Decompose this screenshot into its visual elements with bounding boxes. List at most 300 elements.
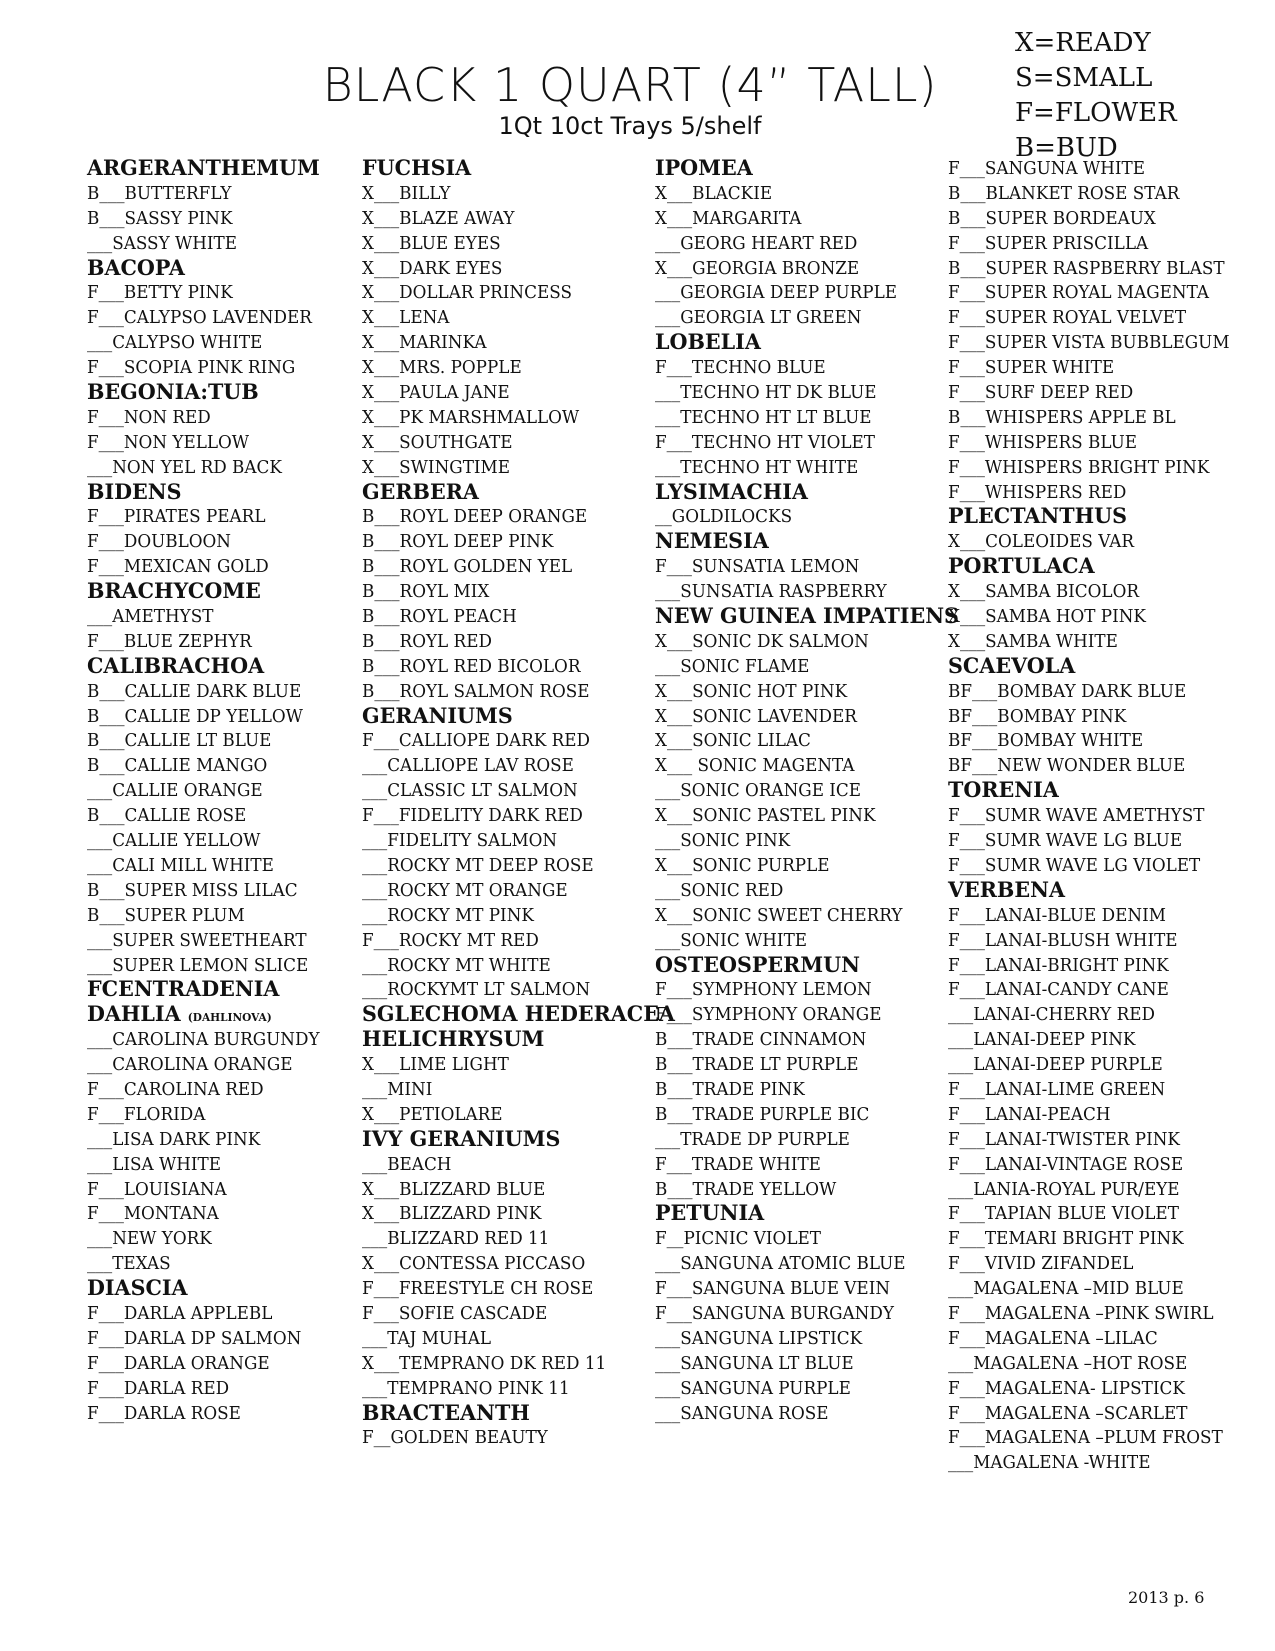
plant-name: F___LANAI-BRIGHT PINK (948, 955, 1169, 976)
plant-item (87, 854, 320, 879)
plant-item (87, 680, 320, 705)
plant-item (948, 954, 1230, 979)
plant-name: B___SUPER BORDEAUX (948, 208, 1156, 229)
plant-name: ___SANGUNA ROSE (655, 1403, 829, 1424)
plant-item (362, 1327, 675, 1352)
plant-item (87, 729, 320, 754)
plant-name: BF___NEW WONDER BLUE (948, 756, 1186, 777)
plant-name: F___MAGALENA –PLUM FROST (948, 1428, 1223, 1449)
plant-name: F___MAGALENA –PINK SWIRL (948, 1303, 1214, 1324)
plant-item (87, 406, 320, 431)
plant-name: ___CALLIE YELLOW (87, 831, 261, 852)
plant-name: F___FREESTYLE CH ROSE (362, 1279, 594, 1300)
plant-name: X___TEMPRANO DK RED 11 (362, 1353, 607, 1374)
plant-item (948, 431, 1230, 456)
plant-name: B___ROYL GOLDEN YEL (362, 557, 573, 578)
plant-item (362, 929, 675, 954)
plant-item (362, 1277, 675, 1302)
plant-item (87, 1178, 320, 1203)
plant-item (362, 854, 675, 879)
plant-item (655, 630, 959, 655)
plant-name: F___PIRATES PEARL (87, 507, 266, 528)
legend-bud: B=BUD (1015, 133, 1118, 163)
plant-item (948, 854, 1230, 879)
plant-name: F___SCOPIA PINK RING (87, 358, 296, 379)
category-header (87, 381, 320, 406)
plant-name: B___ROYL RED (362, 631, 492, 652)
plant-name: B___TRADE LT PURPLE (655, 1055, 859, 1076)
plant-name: X___COLEOIDES VAR (948, 532, 1134, 553)
category-header (362, 157, 675, 182)
plant-item (655, 705, 959, 730)
plant-name: ___SONIC PINK (655, 831, 791, 852)
plant-item (655, 1028, 959, 1053)
plant-name: F___TECHNO HT VIOLET (655, 432, 876, 453)
plant-item (362, 1302, 675, 1327)
plant-item (948, 232, 1230, 257)
plant-item (948, 456, 1230, 481)
plant-name: F___DARLA ORANGE (87, 1353, 270, 1374)
plant-name: F___LOUISIANA (87, 1179, 227, 1200)
plant-item (948, 1426, 1230, 1451)
plant-name: B___SUPER RASPBERRY BLAST (948, 258, 1225, 279)
plant-name: F___SUPER ROYAL VELVET (948, 308, 1187, 329)
plant-item (87, 182, 320, 207)
category-name: BRACTEANTH (362, 1400, 530, 1426)
plant-item (948, 182, 1230, 207)
plant-item (362, 406, 675, 431)
plant-item (655, 978, 959, 1003)
category-name: GERANIUMS (362, 703, 513, 729)
plant-item (948, 306, 1230, 331)
plant-name: F___SURF DEEP RED (948, 383, 1134, 404)
plant-name: X___PETIOLARE (362, 1104, 503, 1125)
plant-name: B___WHISPERS APPLE BL (948, 407, 1176, 428)
plant-name: ___SONIC RED (655, 880, 784, 901)
plant-name: F___SANGUNA BURGANDY (655, 1303, 894, 1324)
category-header (948, 879, 1230, 904)
category-header (655, 331, 959, 356)
plant-name: F___SUNSATIA LEMON (655, 557, 860, 578)
plant-item (362, 381, 675, 406)
plant-item (87, 605, 320, 630)
plant-name: F___DARLA ROSE (87, 1403, 241, 1424)
plant-name: F__PICNIC VIOLET (655, 1229, 821, 1250)
plant-item (87, 1028, 320, 1053)
plant-name: X___BILLY (362, 183, 451, 204)
plant-name: X___MRS. POPPLE (362, 358, 522, 379)
plant-item (948, 680, 1230, 705)
plant-name: BF___BOMBAY PINK (948, 706, 1127, 727)
plant-item (87, 1402, 320, 1427)
plant-item (87, 1078, 320, 1103)
plant-name: F___MAGALENA –LILAC (948, 1328, 1158, 1349)
plant-item (362, 257, 675, 282)
plant-item (362, 729, 675, 754)
plant-name: F___LANAI-PEACH (948, 1104, 1111, 1125)
plant-item (362, 1078, 675, 1103)
plant-name: F___CAROLINA RED (87, 1079, 264, 1100)
plant-item (362, 1178, 675, 1203)
plant-name: X___SOUTHGATE (362, 432, 513, 453)
plant-name: F___NON RED (87, 407, 211, 428)
plant-name: ___SANGUNA LT BLUE (655, 1353, 854, 1374)
plant-name: F___CALLIOPE DARK RED (362, 731, 590, 752)
plant-name: ___SONIC WHITE (655, 930, 808, 951)
plant-name: F__GOLDEN BEAUTY (362, 1428, 548, 1449)
plant-name: B___ROYL DEEP ORANGE (362, 507, 588, 528)
plant-name: F___WHISPERS RED (948, 482, 1127, 503)
plant-item (362, 182, 675, 207)
plant-item (362, 630, 675, 655)
plant-name: X___BLIZZARD BLUE (362, 1179, 546, 1200)
category-header (655, 481, 959, 506)
plant-item (655, 929, 959, 954)
plant-item (948, 1277, 1230, 1302)
plant-name: ___MAGALENA –MID BLUE (948, 1279, 1184, 1300)
plant-item (362, 1352, 675, 1377)
category-header (87, 481, 320, 506)
category-header (362, 1028, 675, 1053)
plant-item (362, 1252, 675, 1277)
plant-item (948, 1053, 1230, 1078)
plant-item (948, 829, 1230, 854)
plant-name: ___MAGALENA –HOT ROSE (948, 1353, 1188, 1374)
plant-item (948, 580, 1230, 605)
plant-item (655, 281, 959, 306)
category-name: PORTULACA (948, 554, 1095, 580)
plant-item (655, 1153, 959, 1178)
plant-name: B___TRADE PURPLE BIC (655, 1104, 870, 1125)
plant-name: F___DARLA RED (87, 1378, 230, 1399)
plant-item (655, 1103, 959, 1128)
plant-item (362, 356, 675, 381)
plant-name: X___DOLLAR PRINCESS (362, 283, 572, 304)
plant-name: X___BLIZZARD PINK (362, 1204, 542, 1225)
plant-name: ___AMETHYST (87, 607, 214, 628)
category-header (948, 555, 1230, 580)
plant-item (655, 879, 959, 904)
category-header (87, 157, 320, 182)
plant-item (948, 257, 1230, 282)
plant-item (655, 904, 959, 929)
plant-item (655, 182, 959, 207)
plant-name: BF___BOMBAY DARK BLUE (948, 681, 1187, 702)
plant-item (87, 1302, 320, 1327)
plant-name: F___LANAI-TWISTER PINK (948, 1129, 1180, 1150)
plant-name: B___BUTTERFLY (87, 183, 232, 204)
plant-name: X___MARINKA (362, 333, 487, 354)
plant-name: X___BLACKIE (655, 183, 773, 204)
plant-name: ___SANGUNA PURPLE (655, 1378, 851, 1399)
plant-item (362, 1227, 675, 1252)
plant-item (87, 630, 320, 655)
plant-name: ___SUPER SWEETHEART (87, 930, 307, 951)
plant-name: F___SANGUNA WHITE (948, 159, 1145, 179)
plant-name: ___TEMPRANO PINK 11 (362, 1378, 570, 1399)
plant-name: B___CALLIE MANGO (87, 756, 268, 777)
plant-name: X___PK MARSHMALLOW (362, 407, 580, 428)
category-name: LYSIMACHIA (655, 479, 808, 505)
plant-item (87, 281, 320, 306)
plant-name: ___TEXAS (87, 1254, 171, 1275)
plant-name: ___TAJ MUHAL (362, 1328, 491, 1349)
plant-name: ___LISA DARK PINK (87, 1129, 261, 1150)
plant-item (362, 804, 675, 829)
plant-item (655, 729, 959, 754)
plant-item (948, 929, 1230, 954)
plant-name: ___NON YEL RD BACK (87, 457, 282, 478)
category-name: TORENIA (948, 778, 1059, 804)
plant-name: F___LANAI-LIME GREEN (948, 1079, 1166, 1100)
legend-small: S=SMALL (1015, 63, 1153, 93)
plant-item (362, 530, 675, 555)
plant-name: B___CALLIE ROSE (87, 806, 247, 827)
plant-name: ___ROCKY MT PINK (362, 905, 534, 926)
plant-item (655, 779, 959, 804)
category-name: BRACHYCOME (87, 579, 261, 605)
plant-item (87, 929, 320, 954)
plant-item (87, 306, 320, 331)
plant-item (362, 232, 675, 257)
plant-item (655, 1128, 959, 1153)
plant-name: B___TRADE PINK (655, 1079, 805, 1100)
plant-name: B___ROYL RED BICOLOR (362, 656, 581, 677)
plant-name: B___ROYL DEEP PINK (362, 532, 554, 553)
plant-name: B___TRADE YELLOW (655, 1179, 837, 1200)
plant-item (948, 630, 1230, 655)
plant-item (948, 1153, 1230, 1178)
category-header (655, 605, 959, 630)
plant-name: X___GEORGIA BRONZE (655, 258, 860, 279)
plant-name: X___SWINGTIME (362, 457, 511, 478)
plant-item (948, 804, 1230, 829)
plant-name: X___DARK EYES (362, 258, 503, 279)
plant-item (655, 580, 959, 605)
plant-name: ___MINI (362, 1079, 433, 1100)
plant-name: F___BLUE ZEPHYR (87, 631, 252, 652)
plant-name: ___ROCKY MT DEEP ROSE (362, 855, 594, 876)
plant-name: ___TECHNO HT LT BLUE (655, 407, 872, 428)
category-header (948, 779, 1230, 804)
plant-item (362, 1426, 675, 1451)
plant-column-1 (87, 157, 330, 1426)
category-name: FUCHSIA (362, 156, 472, 181)
plant-item (87, 1128, 320, 1153)
plant-name: ___TRADE DP PURPLE (655, 1129, 850, 1150)
plant-item (655, 456, 959, 481)
plant-name: ___SUNSATIA RASPBERRY (655, 582, 887, 603)
category-header (87, 655, 320, 680)
plant-name: X___ SONIC MAGENTA (655, 756, 855, 777)
plant-item (87, 879, 320, 904)
category-header (362, 1402, 675, 1427)
plant-name: B___ROYL SALMON ROSE (362, 681, 590, 702)
plant-name: X___SAMBA HOT PINK (948, 607, 1146, 628)
plant-item (655, 505, 959, 530)
plant-item (655, 680, 959, 705)
plant-name: F___SUPER ROYAL MAGENTA (948, 283, 1210, 304)
plant-item (362, 680, 675, 705)
plant-name: X___CONTESSA PICCASO (362, 1254, 586, 1275)
plant-item (87, 1227, 320, 1252)
plant-name: F___SANGUNA BLUE VEIN (655, 1279, 891, 1300)
plant-item (655, 1302, 959, 1327)
plant-name: ___MAGALENA -WHITE (948, 1453, 1151, 1474)
plant-name: ___CAROLINA BURGUNDY (87, 1030, 320, 1051)
plant-name: X___MARGARITA (655, 208, 802, 229)
plant-item (362, 505, 675, 530)
plant-name: B___CALLIE DP YELLOW (87, 706, 303, 727)
plant-name: ___LISA WHITE (87, 1154, 222, 1175)
plant-name: B___CALLIE LT BLUE (87, 731, 272, 752)
plant-name: F___WHISPERS BLUE (948, 432, 1137, 453)
plant-item (948, 1302, 1230, 1327)
plant-item (87, 530, 320, 555)
plant-item (655, 655, 959, 680)
plant-item (948, 978, 1230, 1003)
plant-name: F___SUMR WAVE LG VIOLET (948, 855, 1201, 876)
plant-item (655, 1402, 959, 1427)
plant-item (948, 481, 1230, 506)
plant-item (948, 406, 1230, 431)
plant-name: X___SONIC LILAC (655, 731, 811, 752)
plant-name: __GOLDILOCKS (655, 507, 793, 528)
plant-item (362, 281, 675, 306)
plant-name: B___ROYL PEACH (362, 607, 517, 628)
plant-item (362, 555, 675, 580)
category-header (362, 1128, 675, 1153)
category-name: DAHLIA (87, 1002, 181, 1028)
plant-name: F___TRADE WHITE (655, 1154, 821, 1175)
plant-item (948, 1178, 1230, 1203)
plant-item (948, 356, 1230, 381)
plant-item (948, 1352, 1230, 1377)
category-header (87, 1003, 320, 1028)
category-name: DIASCIA (87, 1276, 188, 1302)
category-name: CALIBRACHOA (87, 653, 265, 679)
category-name: ARGERANTHEMUM (87, 156, 320, 181)
plant-name: F___TECHNO BLUE (655, 358, 826, 379)
category-header (87, 580, 320, 605)
plant-name: ___BEACH (362, 1154, 452, 1175)
page-title: BLACK 1 QUART (4” TALL) (322, 58, 938, 112)
plant-name: ___SASSY WHITE (87, 233, 238, 254)
category-note: (DAHLINOVA) (187, 1011, 272, 1025)
plant-item (948, 1252, 1230, 1277)
plant-item (948, 1377, 1230, 1402)
page-footer: 2013 p. 6 (1128, 1588, 1205, 1607)
plant-name: X___PAULA JANE (362, 383, 510, 404)
category-header (87, 1277, 320, 1302)
plant-name: X___LIME LIGHT (362, 1055, 509, 1076)
plant-name: ___CALLIE ORANGE (87, 781, 263, 802)
plant-item (87, 829, 320, 854)
category-name: OSTEOSPERMUN (655, 952, 860, 978)
plant-item (655, 257, 959, 282)
plant-name: F___DARLA APPLEBL (87, 1303, 273, 1324)
plant-item (362, 431, 675, 456)
plant-item (948, 1028, 1230, 1053)
plant-name: X___BLAZE AWAY (362, 208, 515, 229)
plant-name: X___SONIC LAVENDER (655, 706, 857, 727)
plant-name: F___FLORIDA (87, 1104, 206, 1125)
plant-item (948, 1202, 1230, 1227)
category-name: HELICHRYSUM (362, 1027, 545, 1053)
plant-item (948, 530, 1230, 555)
plant-name: F___ROCKY MT RED (362, 930, 539, 951)
plant-name: B___SASSY PINK (87, 208, 233, 229)
plant-item (948, 1402, 1230, 1427)
plant-item (87, 1153, 320, 1178)
category-name: SCAEVOLA (948, 653, 1076, 679)
plant-item (87, 705, 320, 730)
plant-item (362, 1202, 675, 1227)
plant-name: ___FIDELITY SALMON (362, 831, 558, 852)
plant-item (87, 331, 320, 356)
plant-name: ___CLASSIC LT SALMON (362, 781, 578, 802)
plant-item (362, 655, 675, 680)
plant-name: F___SUPER VISTA BUBBLEGUM (948, 333, 1230, 354)
plant-item (655, 207, 959, 232)
plant-item (87, 1377, 320, 1402)
plant-item (948, 1128, 1230, 1153)
plant-item (362, 207, 675, 232)
plant-item (948, 1078, 1230, 1103)
plant-item (362, 605, 675, 630)
plant-name: ___SUPER LEMON SLICE (87, 955, 309, 976)
plant-item (362, 879, 675, 904)
plant-name: F___VIVID ZIFANDEL (948, 1254, 1134, 1275)
plant-item (655, 306, 959, 331)
plant-item (948, 754, 1230, 779)
plant-name: X___SONIC DK SALMON (655, 631, 869, 652)
plant-item (948, 331, 1230, 356)
plant-item (87, 954, 320, 979)
plant-name: F___LANAI-BLUSH WHITE (948, 930, 1178, 951)
plant-item (87, 356, 320, 381)
category-header (948, 505, 1230, 530)
plant-name: F___BETTY PINK (87, 283, 233, 304)
plant-item (948, 207, 1230, 232)
plant-name: ___GEORGIA LT GREEN (655, 308, 862, 329)
plant-name: F___SOFIE CASCADE (362, 1303, 548, 1324)
category-name: VERBENA (948, 877, 1065, 903)
plant-name: F___TAPIAN BLUE VIOLET (948, 1204, 1179, 1225)
category-name: GERBERA (362, 479, 479, 505)
category-name: BEGONIA:TUB (87, 380, 259, 406)
plant-name: X___SONIC HOT PINK (655, 681, 848, 702)
plant-name: ___LANAI-DEEP PURPLE (948, 1055, 1163, 1076)
plant-item (948, 1103, 1230, 1128)
plant-name: B___SUPER MISS LILAC (87, 880, 298, 901)
plant-item (948, 1227, 1230, 1252)
category-header (655, 530, 959, 555)
category-header (655, 1202, 959, 1227)
category-name: LOBELIA (655, 330, 761, 356)
plant-item (362, 978, 675, 1003)
plant-item (655, 1078, 959, 1103)
category-name: FCENTRADENIA (87, 977, 280, 1003)
plant-name: F___SUPER WHITE (948, 358, 1115, 379)
plant-name: ___GEORG HEART RED (655, 233, 858, 254)
plant-name: F___DOUBLOON (87, 532, 232, 553)
plant-name: F___MONTANA (87, 1204, 219, 1225)
plant-item (655, 555, 959, 580)
category-header (362, 481, 675, 506)
plant-item (948, 904, 1230, 929)
plant-name: ___SANGUNA ATOMIC BLUE (655, 1254, 906, 1275)
